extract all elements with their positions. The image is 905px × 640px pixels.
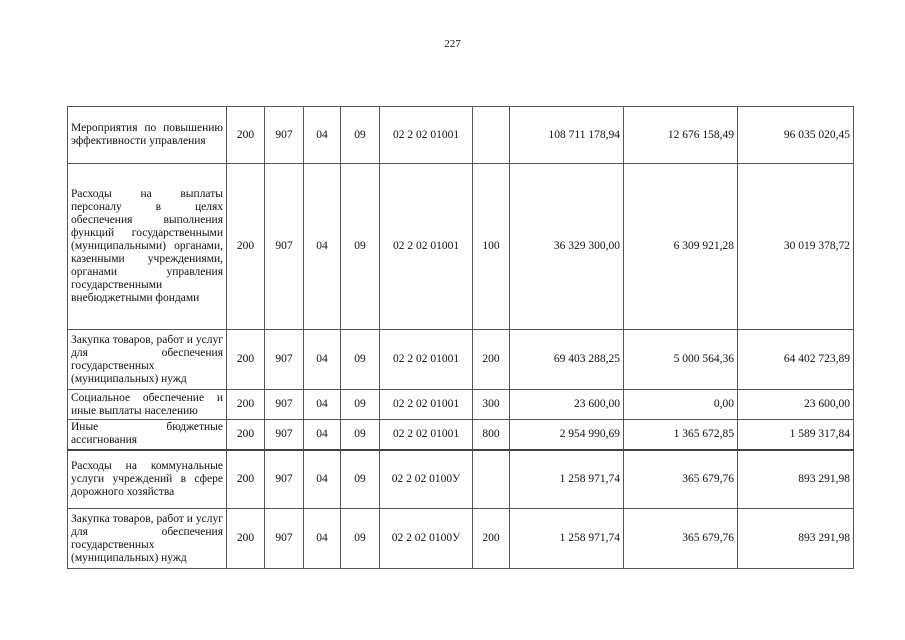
cell-code-4: 09	[341, 509, 380, 569]
cell-code-1: 200	[227, 509, 265, 569]
cell-value-2: 6 309 921,28	[624, 164, 738, 330]
row-name: Социальное обеспечение и иные выплаты населению	[68, 390, 227, 420]
cell-type: 200	[473, 509, 510, 569]
cell-code-1: 200	[227, 330, 265, 390]
cell-target: 02 2 02 0100У	[380, 450, 473, 509]
row-name: Закупка товаров, работ и услуг для обеспечения государственных (муниципальных) нужд	[68, 509, 227, 569]
cell-code-4: 09	[341, 450, 380, 509]
table-row	[68, 107, 854, 164]
cell-code-3: 04	[304, 107, 341, 164]
table-row	[68, 420, 854, 450]
table-row	[68, 450, 854, 509]
cell-target: 02 2 02 01001	[380, 164, 473, 330]
row-name: Расходы на выплаты персоналу в целях обеспечения выполнения функций государственными (муниципальными) органами, казенными учреждениями, органами управления государственными внебюджетными фондами	[68, 164, 227, 330]
cell-target: 02 2 02 01001	[380, 330, 473, 390]
cell-code-4: 09	[341, 420, 380, 450]
cell-code-3: 04	[304, 330, 341, 390]
cell-value-3: 23 600,00	[738, 390, 854, 420]
cell-code-2: 907	[265, 450, 304, 509]
cell-code-3: 04	[304, 420, 341, 450]
cell-value-1: 69 403 288,25	[510, 330, 624, 390]
row-name: Расходы на коммунальные услуги учреждений в сфере дорожного хозяйства	[68, 450, 227, 509]
cell-code-1: 200	[227, 107, 265, 164]
cell-code-4: 09	[341, 390, 380, 420]
cell-value-2: 12 676 158,49	[624, 107, 738, 164]
table-row	[68, 509, 854, 569]
cell-code-3: 04	[304, 450, 341, 509]
cell-value-1: 36 329 300,00	[510, 164, 624, 330]
cell-target: 02 2 02 0100У	[380, 509, 473, 569]
cell-type: 100	[473, 164, 510, 330]
row-name: Мероприятия по повышению эффективности управления	[68, 107, 227, 164]
cell-value-1: 108 711 178,94	[510, 107, 624, 164]
table-row	[68, 390, 854, 420]
cell-code-4: 09	[341, 164, 380, 330]
cell-value-3: 64 402 723,89	[738, 330, 854, 390]
cell-value-1: 1 258 971,74	[510, 450, 624, 509]
cell-value-3: 96 035 020,45	[738, 107, 854, 164]
cell-code-4: 09	[341, 107, 380, 164]
cell-code-2: 907	[265, 164, 304, 330]
cell-target: 02 2 02 01001	[380, 107, 473, 164]
cell-value-3: 893 291,98	[738, 450, 854, 509]
cell-value-1: 23 600,00	[510, 390, 624, 420]
table-row	[68, 164, 854, 330]
cell-type	[473, 450, 510, 509]
cell-value-3: 893 291,98	[738, 509, 854, 569]
cell-value-2: 365 679,76	[624, 509, 738, 569]
cell-type: 200	[473, 330, 510, 390]
cell-code-1: 200	[227, 164, 265, 330]
cell-code-3: 04	[304, 390, 341, 420]
cell-value-2: 5 000 564,36	[624, 330, 738, 390]
cell-code-1: 200	[227, 450, 265, 509]
cell-code-2: 907	[265, 420, 304, 450]
cell-code-1: 200	[227, 420, 265, 450]
cell-value-3: 30 019 378,72	[738, 164, 854, 330]
cell-value-2: 365 679,76	[624, 450, 738, 509]
row-name: Иные бюджетные ассигнования	[68, 420, 227, 450]
cell-target: 02 2 02 01001	[380, 390, 473, 420]
cell-value-1: 1 258 971,74	[510, 509, 624, 569]
cell-code-2: 907	[265, 390, 304, 420]
cell-code-1: 200	[227, 390, 265, 420]
cell-type: 300	[473, 390, 510, 420]
cell-value-2: 0,00	[624, 390, 738, 420]
cell-code-2: 907	[265, 509, 304, 569]
cell-type	[473, 107, 510, 164]
cell-type: 800	[473, 420, 510, 450]
row-name: Закупка товаров, работ и услуг для обеспечения государственных (муниципальных) нужд	[68, 330, 227, 390]
cell-code-4: 09	[341, 330, 380, 390]
cell-code-2: 907	[265, 330, 304, 390]
cell-value-2: 1 365 672,85	[624, 420, 738, 450]
page-number: 227	[444, 38, 461, 50]
cell-code-3: 04	[304, 509, 341, 569]
cell-value-3: 1 589 317,84	[738, 420, 854, 450]
table-row	[68, 330, 854, 390]
cell-target: 02 2 02 01001	[380, 420, 473, 450]
cell-code-3: 04	[304, 164, 341, 330]
budget-table	[67, 106, 854, 569]
cell-value-1: 2 954 990,69	[510, 420, 624, 450]
cell-code-2: 907	[265, 107, 304, 164]
